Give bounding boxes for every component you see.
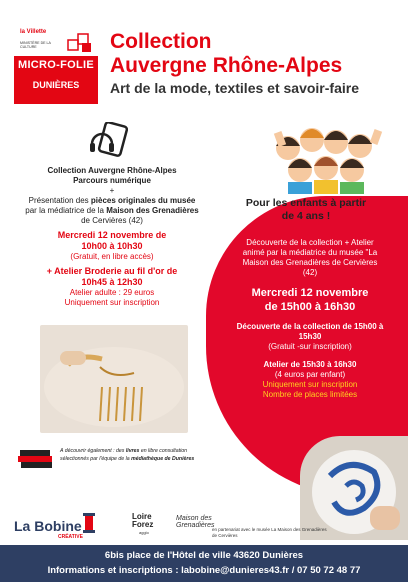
page-title-line1: Collection xyxy=(110,30,212,53)
embroidery-photo xyxy=(40,325,188,433)
left-description: Présentation des pièces originales du musée par la médiatrice de la Maison des Grenadières de Cervières (42) xyxy=(25,196,199,225)
right-decouverte: Découverte de la collection de 15h00 à 15h30 xyxy=(236,322,384,341)
logo-place: DUNIÈRES xyxy=(32,80,80,90)
la-bobine-logo: La Bobine xyxy=(14,518,82,534)
spool-icon xyxy=(82,512,96,534)
right-intro: Découverte de la collection + Atelier animé par la médiatrice du musée "La Maison des Grenadières de Cervières (42) xyxy=(242,238,378,277)
morning-program xyxy=(14,166,210,308)
left-inscription: Uniquement sur inscription xyxy=(64,298,160,307)
logo-ministere-text: MINISTÈRE DE LA CULTURE xyxy=(20,41,51,49)
tablet-headphones-icon xyxy=(88,122,128,158)
micro-folie-logo xyxy=(14,26,98,104)
page-title-line2: Auvergne Rhône-Alpes xyxy=(110,54,343,77)
right-atelier: Atelier de 15h30 à 16h30 xyxy=(263,360,357,369)
cubes-icon xyxy=(66,30,94,54)
right-date: Mercredi 12 novembre de 15h00 à 16h30 xyxy=(251,287,369,313)
right-places: Nombre de places limitées xyxy=(262,390,358,399)
left-heading1: Collection Auvergne Rhône-Alpes xyxy=(47,166,177,175)
right-decouverte-note: (Gratuit -sur inscription) xyxy=(268,342,352,351)
afternoon-program xyxy=(226,238,394,400)
left-heading2: Parcours numérique xyxy=(73,176,151,185)
books-icon xyxy=(16,448,56,470)
workshop-photo xyxy=(300,436,408,540)
left-date: Mercredi 12 novembre de 10h00 à 10h30 xyxy=(57,230,167,251)
logo-name: MICRO-FOLIE xyxy=(17,59,94,71)
logo-villette-text: la Villette xyxy=(20,29,47,35)
left-gratuit: (Gratuit, en libre accès) xyxy=(70,252,154,261)
footer-contact: Informations et inscriptions : labobine@dunieres43.fr / 07 50 72 48 77 xyxy=(47,565,361,576)
loire-forez-logo: Loire Forez xyxy=(132,512,154,529)
children-illustration xyxy=(268,112,388,194)
maison-grenadieres-logo: Maison des Grenadières xyxy=(176,515,215,529)
left-tarif: Atelier adulte : 29 euros xyxy=(69,288,155,297)
children-age-note: Pour les enfants à partir de 4 ans ! xyxy=(245,197,367,222)
partnership-note: en partenariat avec le musée La Maison des Grenadières de Cervières xyxy=(212,527,327,538)
footer-address: 6bis place de l'Hôtel de ville 43620 Dunières xyxy=(104,550,304,561)
right-atelier-note: (4 euros par enfant) xyxy=(274,370,346,379)
left-plus: + xyxy=(109,186,115,195)
right-inscription: Uniquement sur inscription xyxy=(262,380,358,389)
also-discover-note: A découvrir également : des livres en libre consultation sélectionnés par l'équipe de la médiathèque de Dunières xyxy=(60,448,195,462)
left-atelier: + Atelier Broderie au fil d'or de 10h45 à 12h30 xyxy=(46,266,178,287)
page-subtitle: Art de la mode, textiles et savoir-faire xyxy=(110,80,359,96)
la-bobine-subtitle: CRÉATIVE xyxy=(58,534,83,540)
loire-forez-subtitle: agglo xyxy=(139,530,149,535)
